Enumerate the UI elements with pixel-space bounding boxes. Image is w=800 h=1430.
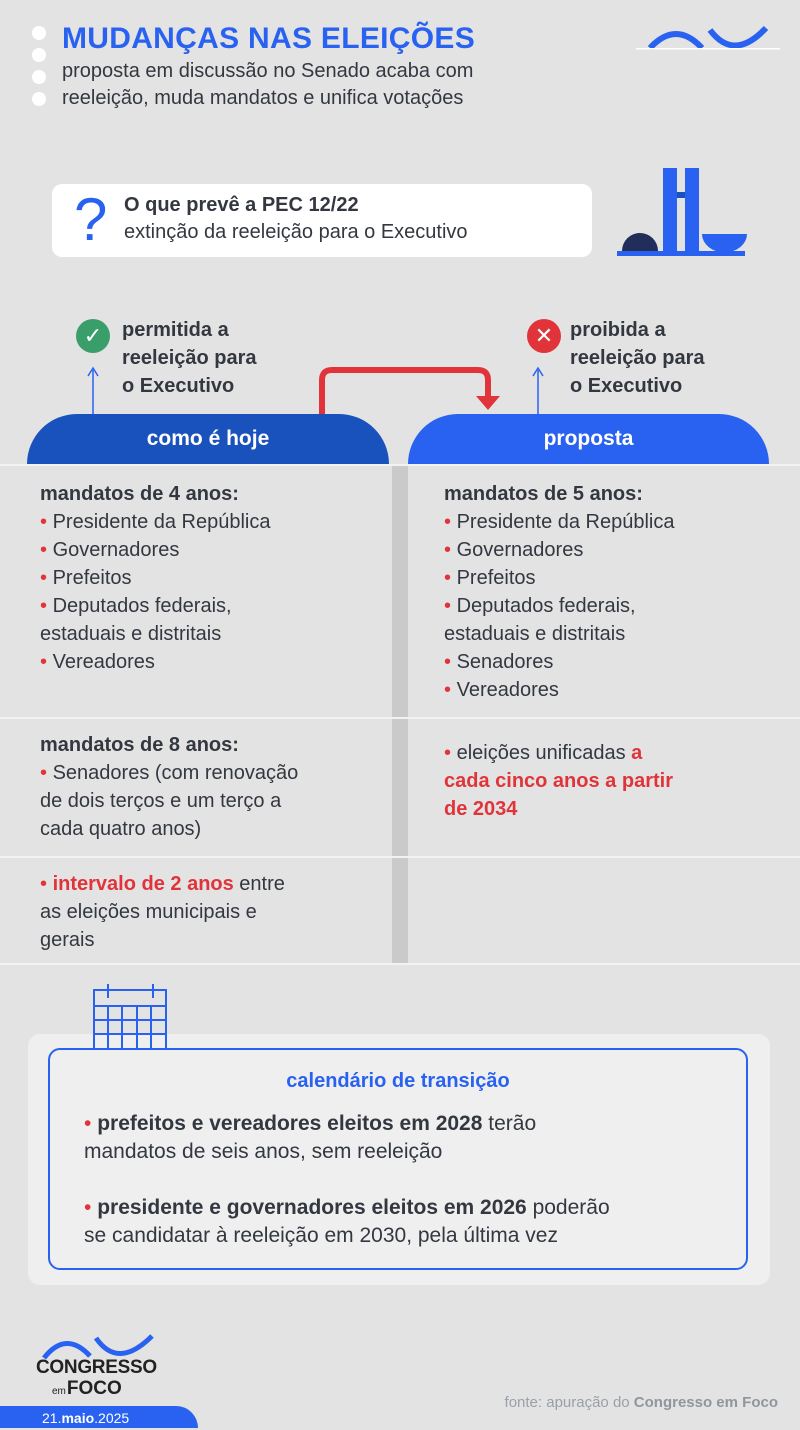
question-text: extinção da reeleição para o Executivo xyxy=(124,221,468,243)
dot-icon xyxy=(32,26,46,40)
x-icon: ✕ xyxy=(527,319,561,353)
dot-icon xyxy=(32,92,46,106)
logo-congresso: CONGRESSO xyxy=(36,1357,157,1378)
calendar-item-president: • presidente e governadores eleitos em 2026 poderão se candidatar à reeleição em 2030, pela última vez xyxy=(84,1196,610,1247)
divider xyxy=(0,963,800,965)
calendar-title: calendário de transição xyxy=(286,1070,510,1092)
status-proposal: proibida a reeleição para o Executivo xyxy=(570,319,705,397)
status-current: permitida a reeleição para o Executivo xyxy=(122,319,257,397)
current-4-year-mandates: mandatos de 4 anos: • Presidente da República • Governadores • Prefeitos • Deputados federais, estaduais e distritais • Vereadores xyxy=(40,483,271,673)
calendar-item-mayors: • prefeitos e vereadores eleitos em 2028 terão mandatos de seis anos, sem reeleição xyxy=(84,1112,537,1163)
logo-em-foco: emFOCO xyxy=(52,1378,122,1399)
current-8-year-mandates: mandatos de 8 anos: • Senadores (com renovação de dois terços e um terço a cada quatro anos) xyxy=(40,734,299,840)
page-subtitle: proposta em discussão no Senado acaba com reeleição, muda mandatos e unifica votações xyxy=(62,60,474,109)
dot-icon xyxy=(32,48,46,62)
wave-logo-icon xyxy=(636,22,780,52)
page-title: MUDANÇAS NAS ELEIÇÕES xyxy=(62,22,475,55)
divider xyxy=(0,717,800,719)
question-mark-icon: ? xyxy=(74,186,108,253)
question-title: O que prevê a PEC 12/22 xyxy=(124,194,359,216)
question-box xyxy=(52,184,592,257)
date-badge: 21.maio.2025 xyxy=(0,1406,198,1428)
tab-current: como é hoje xyxy=(27,414,389,464)
source-credit: fonte: apuração do Congresso em Foco xyxy=(504,1394,778,1411)
proposal-unified-elections: • eleições unificadas a cada cinco anos a partir de 2034 xyxy=(444,742,673,820)
check-icon: ✓ xyxy=(76,319,110,353)
column-divider xyxy=(392,466,408,963)
proposal-5-year-mandates: mandatos de 5 anos: • Presidente da República • Governadores • Prefeitos • Deputados federais, estaduais e distritais • Senadores • Vereadores xyxy=(444,483,675,701)
calendar-icon xyxy=(92,982,170,1050)
current-election-interval: • intervalo de 2 anos entre as eleições municipais e gerais xyxy=(40,873,285,951)
divider xyxy=(0,856,800,858)
congress-building-icon xyxy=(616,166,748,258)
arrows-icon xyxy=(0,360,800,420)
dot-icon xyxy=(32,70,46,84)
tab-proposal: proposta xyxy=(408,414,769,464)
